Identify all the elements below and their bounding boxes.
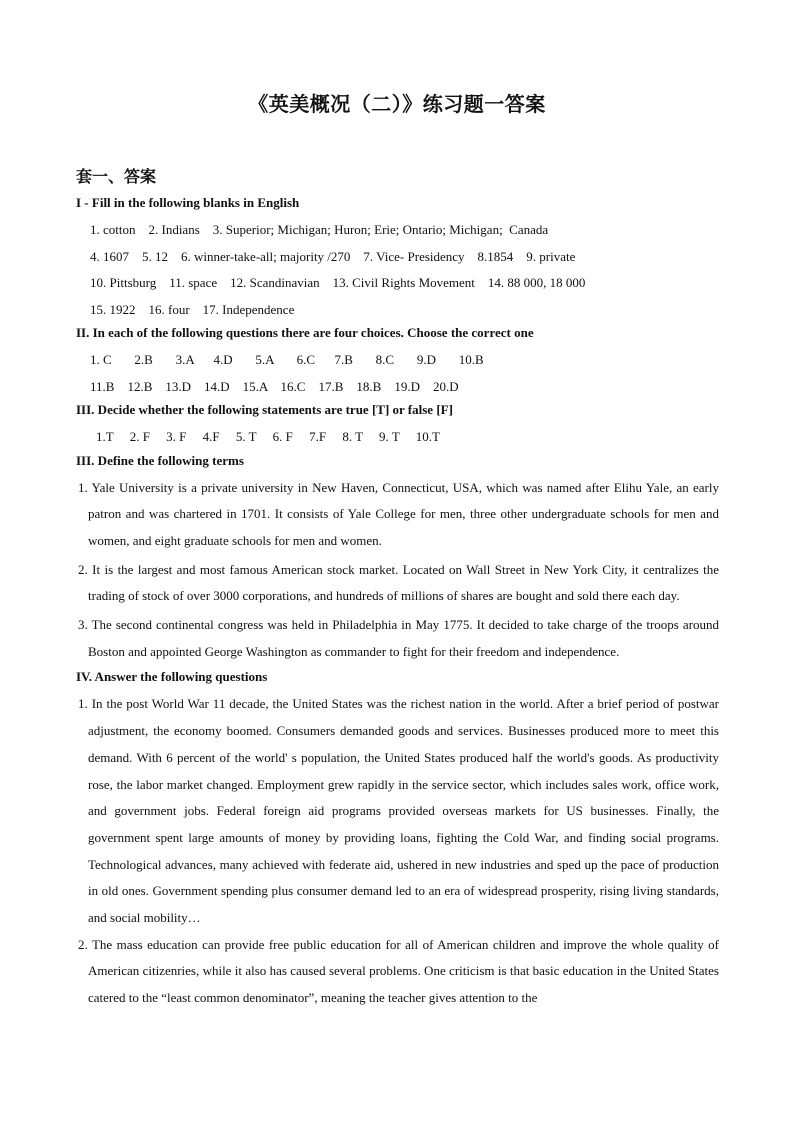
answer-paragraph: 1. In the post World War 11 decade, the United States was the richest nation in the world. After a brief period of postwar adjustment, the economy boomed. Consumers demanded goods and services. Businesses produced more to meet this demand. With 6 percent of the world' s population, the United States produced half the world's goods. As productivity rose, the labor market changed. Employment grew rapidly in the service sector, which includes sales work, office work, and government jobs. Federal foreign aid programs provided overseas markets for US businesses. Finally, the government spent large amounts of money by providing loans, fighting the Cold War, and finding social programs. Technological advances, many achieved with federate aid, ushered in new industries and sped up the pace of production in old ones. Government spending plus consumer demand led to an era of widespread prosperity, rising living standards, and social mobility… [78, 696, 719, 926]
section-heading-answer-questions: IV. Answer the following questions [76, 669, 268, 685]
document-title: 《英美概况（二）》练习题一答案 [248, 94, 546, 116]
answer-paragraph: 2. The mass education can provide free public education for all of American children and improve the whole quality of American citizenries, while it also has caused several problems. One criticism is that basic education in the United States catered to the “least common denominator”, meaning the teacher gives attention to the [78, 936, 719, 1006]
section-heading-fill-blanks: I - Fill in the following blanks in English [76, 195, 300, 210]
section-heading-true-false: III. Decide whether the following statements are true [T] or false [F] [76, 402, 453, 417]
answer-row: 11.B 12.B 13.D 14.D 15.A 16.C 17.B 18.B 19.D 20.D [90, 378, 459, 394]
answer-row: 1.T 2. F 3. F 4.F 5. T 6. F 7.F 8. T 9. T 10.T [96, 429, 440, 444]
set-heading: 套一、答案 [76, 169, 157, 186]
answer-content [76, 193, 719, 1012]
answer-row: 10. Pittsburg 11. space 12. Scandinavian 13. Civil Rights Movement 14. 88 000, 18 000 [90, 275, 586, 290]
definition-paragraph: 1. Yale University is a private university in New Haven, Connecticut, USA, which was named after Elihu Yale, an early patron and was chartered in 1701. It consists of Yale College for men, three other undergraduate schools for men and women, and eight graduate schools for men and women. [78, 479, 719, 548]
answer-row: 1. cotton 2. Indians 3. Superior; Michigan; Huron; Erie; Ontario; Michigan; Canada [90, 222, 549, 237]
section-heading-multiple-choice: II. In each of the following questions there are four choices. Choose the correct one [76, 325, 534, 340]
definition-paragraph: 2. It is the largest and most famous American stock market. Located on Wall Street in New York City, it centralizes the trading of stock of over 3000 corporations, and hundreds of millions of shares are bought and sold there each day. [78, 561, 719, 604]
answer-row: 15. 1922 16. four 17. Independence [90, 301, 295, 317]
definition-paragraph: 3. The second continental congress was held in Philadelphia in May 1775. It decided to take charge of the troops around Boston and appointed George Washington as commander to fight for their freedom and independence. [78, 617, 719, 659]
answer-row: 4. 1607 5. 12 6. winner-take-all; majority /270 7. Vice- Presidency 8.1854 9. private [90, 248, 576, 264]
answer-row: 1. C 2.B 3.A 4.D 5.A 6.C 7.B 8.C 9.D 10.B [90, 352, 484, 367]
section-heading-define-terms: III. Define the following terms [76, 452, 244, 468]
